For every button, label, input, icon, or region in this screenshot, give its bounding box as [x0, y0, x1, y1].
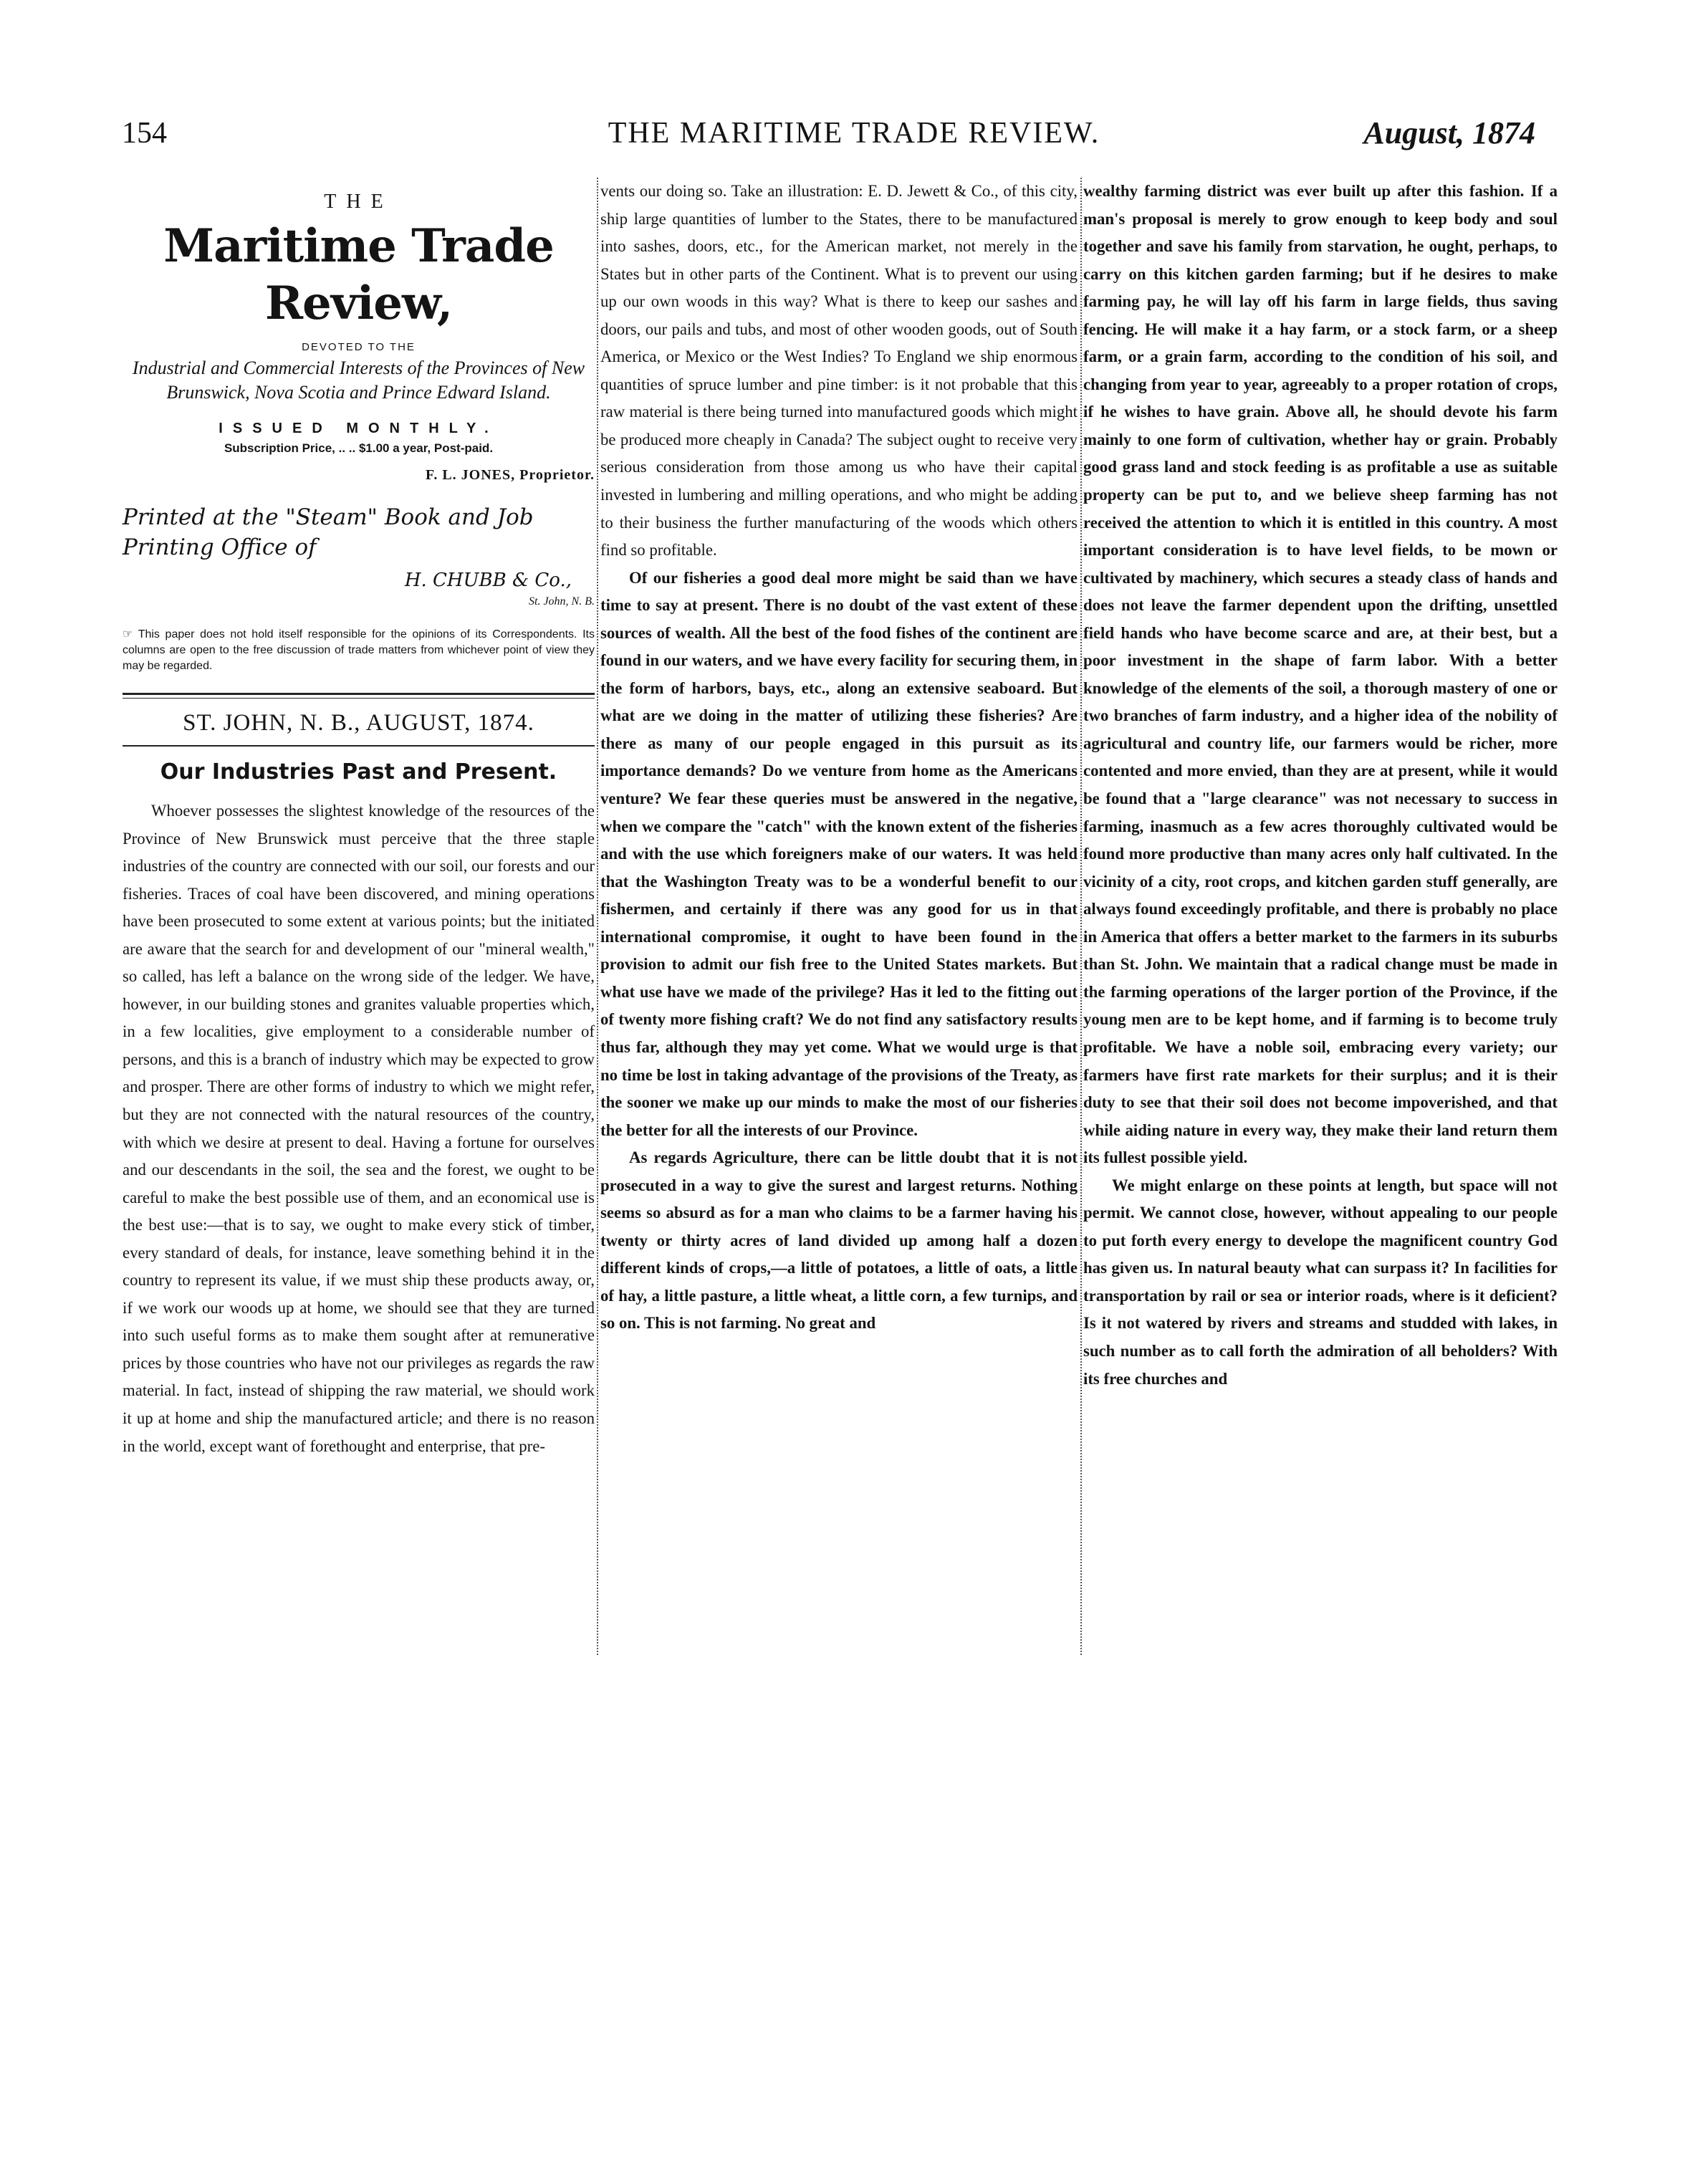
- printer-city: St. John, N. B.: [529, 595, 595, 608]
- masthead-interests: Industrial and Commercial Interests of the Provinces of New Brunswick, Nova Scotia and Prince Edward Island.: [132, 358, 585, 403]
- proprietor: F. L. JONES, Proprietor.: [425, 467, 595, 483]
- article-title: Our Industries Past and Present.: [160, 759, 557, 785]
- rule: [123, 745, 595, 747]
- column-divider: [597, 178, 598, 1655]
- masthead-issued: ISSUED MONTHLY.: [219, 421, 499, 436]
- paragraph: We might enlarge on these points at length, but space will not permit. We cannot close, however, without appealing to our people to put forth every energy to develope the magnificent country God has given us. In natural beauty what can surpass it? In facilities for transportation by rail or sea or interior roads, where is it deficient? Is it not watered by rivers and streams and studded with lakes, in such number as to call forth the admiration of all beholders? With its free churches and: [1083, 1176, 1558, 1388]
- running-title: THE MARITIME TRADE REVIEW.: [608, 117, 1100, 150]
- double-rule: [123, 693, 595, 699]
- paragraph: Whoever possesses the slightest knowledge of the resources of the Province of New Brunswick must perceive that the three staple industries of the country are connected with our soil, our forests and our fisheries. Traces of coal have been discovered, and mining operations have been prosecuted to some extent at various points; but the initiated are aware that the search for and development of our "mineral wealth," so called, has left a balance on the wrong side of the ledger. We have, however, in our building stones and granites valuable properties which, in a few localities, give employment to a considerable number of persons, and this is a branch of industry which may be expected to grow and prosper. There are other forms of industry to which we might refer, but they are not connected with the natural resources of the country, with which we desire at present to deal. Having a fortune for ourselves and our descendants in the soil, the sea and the forest, we ought to be careful to make the best possible use of them, and an economical use is the best use:—that is to say, we ought to make every stick of timber, every standard of deals, for instance, leave something behind it in the country to represent its value, if we must ship these products away, or, if we work our woods up at home, we should see that they are turned into such useful forms as to make them sought after at remunerative prices by those countries who have not our privileges as regards the raw material. In fact, instead of shipping the raw material, we should work it up at home and ship the manufactured article; and there is no reason in the world, except want of forethought and enterprise, that pre-: [123, 802, 595, 1455]
- pointing-hand-icon: ☞: [123, 628, 133, 640]
- printer-name: H. CHUBB & Co.,: [404, 570, 572, 591]
- issue-date: August, 1874: [1363, 115, 1535, 150]
- disclaimer: [123, 627, 595, 674]
- masthead: [123, 191, 595, 674]
- column-1: [123, 178, 595, 1460]
- printed-at: Printed at the "Steam" Book and Job Printing Office of: [123, 504, 534, 560]
- masthead-title: Maritime Trade Review,: [163, 219, 554, 330]
- dateline: ST. JOHN, N. B., AUGUST, 1874.: [183, 710, 534, 736]
- paragraph: wealthy farming district was ever built up after this fashion. If a man's proposal is merely to grow enough to keep body and soul together and save his family from starvation, he ought, perhaps, to carry on this kitchen garden farming; but if he desires to make farming pay, he will lay off his farm in large fields, thus saving fencing. He will make it a hay farm, or a stock farm, or a sheep farm, or a grain farm, according to the condition of his soil, and changing from year to year, agreeably to a proper rotation of crops, if he wishes to have grain. Above all, he should devote his farm mainly to one form of cultivation, whether hay or grain. Probably good grass land and stock feeding is as profitable a use as suitable property can be put to, and we believe sheep farming has not received the attention to which it is entitled in this country. A most important consideration is to have level fields, to be mown or cultivated by machinery, which secures a steady class of hands and does not leave the farmer dependent upon the drifting, unsettled field hands who have become scarce and are, at their best, but a poor investment in the shape of farm labor. With a better knowledge of the elements of the soil, a thorough mastery of one or two branches of farm industry, and a higher idea of the nobility of agricultural and country life, our farmers would be richer, more contented and more envied, than they are at present, while it would be found that a "large clearance" was not necessary to success in farming, inasmuch as a few acres thoroughly cultivated would be found more productive than many acres only half cultivated. In the vicinity of a city, root crops, and kitchen garden stuff generally, are always found exceedingly profitable, and there is probably no place in America that offers a better market to the farmers in its suburbs than St. John. We maintain that a radical change must be made in the farming operations of the larger portion of the Province, if the young men are to be kept home, and if farming is to become truly profitable. We have a noble soil, embracing every variety; our farmers have first rate markets for their surplus; and it is their duty to see that their soil does not become impoverished, and that while aiding nature in every way, they make their land return them its fullest possible yield.: [1083, 182, 1558, 1167]
- subscription-price: Subscription Price, .. .. $1.00 a year, Post-paid.: [224, 441, 494, 455]
- page-number: 154: [122, 117, 167, 150]
- column-2: [600, 178, 1078, 1338]
- paragraph: As regards Agriculture, there can be little doubt that it is not prosecuted in a way to give the surest and largest returns. Nothing seems so absurd as for a man who claims to be a farmer having his twenty or thirty acres of land divided up among half a dozen different kinds of crops,—a little of potatoes, a little of oats, a little of hay, a little pasture, a little wheat, a little corn, a few turnips, and so on. This is not farming. No great and: [600, 1148, 1078, 1333]
- column-3: [1083, 178, 1558, 1393]
- column-divider: [1080, 178, 1082, 1655]
- masthead-the: THE: [324, 191, 393, 213]
- paragraph: vents our doing so. Take an illustration: E. D. Jewett & Co., of this city, ship large quantities of lumber to the States, there to be manufactured into sashes, doors, etc., for the American market, not merely in the States but in other parts of the Continent. What is to prevent our using up our own woods in this way? What is there to keep our sashes and doors, our pails and tubs, and most of other wooden goods, out of South America, or Mexico or the West Indies? To England we ship enormous quantities of spruce lumber and pine timber: is it not probable that this raw material is there being turned into manufactured goods which might be produced more cheaply in Canada? The subject ought to receive very serious consideration from those among us who have their capital invested in lumbering and milling operations, and who might be adding to their business the further manufacturing of the woods which others find so profitable.: [600, 182, 1078, 560]
- masthead-devoted: DEVOTED TO THE: [302, 341, 416, 353]
- disclaimer-text: This paper does not hold itself responsible for the opinions of its Correspondents. Its columns are open to the free discussion of trade matters from whichever point of view they may be regarded.: [123, 628, 595, 672]
- paragraph: Of our fisheries a good deal more might be said than we have time to say at present. There is no doubt of the vast extent of these sources of wealth. All the best of the food fishes of the continent are found in our waters, and we have every facility for securing them, in the form of harbors, bays, etc., along an extensive seaboard. But what are we doing in the matter of utilizing these fisheries? Are there as many of our people engaged in this pursuit as its importance demands? Do we venture from home as the Americans venture? We fear these queries must be answered in the negative, when we compare the "catch" with the known extent of the fisheries and with the use which foreigners make of our waters. It was held that the Washington Treaty was to be a wonderful benefit to our fishermen, and certainly if there was any good for us in that international compromise, it ought to have been found in the provision to admit our fish free to the United States markets. But what use have we made of the privilege? Has it led to the fitting out of twenty more fishing craft? We do not find any satisfactory results thus far, although they may yet come. What we would urge is that no time be lost in taking advantage of the provisions of the Treaty, as the sooner we make up our minds to make the most of our fisheries the better for all the interests of our Province.: [600, 568, 1078, 1139]
